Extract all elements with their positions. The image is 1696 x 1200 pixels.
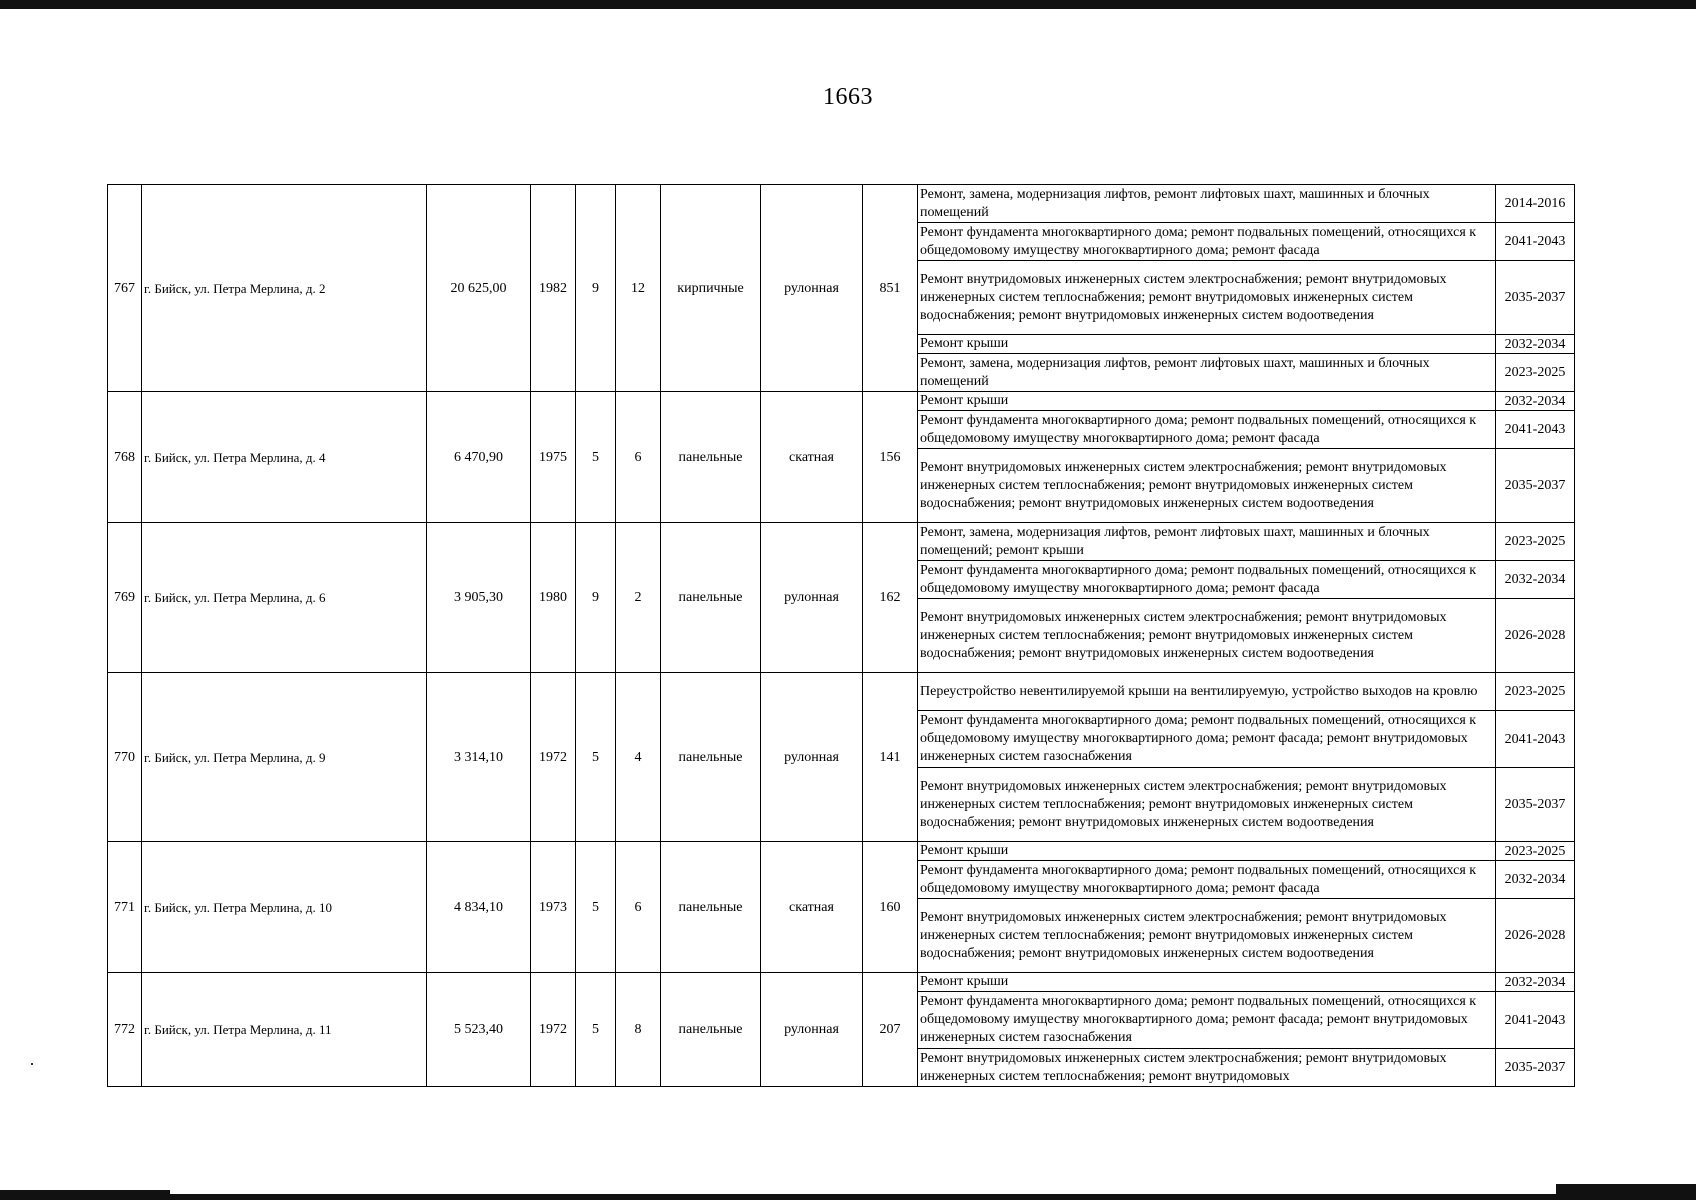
building-number: 769 <box>108 523 142 673</box>
floor-count: 5 <box>576 392 616 523</box>
entrance-count: 6 <box>616 842 661 973</box>
construction-year: 1982 <box>531 185 576 392</box>
table-row <box>108 185 1575 223</box>
repair-period: 2041-2043 <box>1496 992 1575 1049</box>
repair-period: 2014-2016 <box>1496 185 1575 223</box>
resident-count: 141 <box>863 673 918 842</box>
repair-period: 2041-2043 <box>1496 711 1575 768</box>
repair-period: 2035-2037 <box>1496 768 1575 842</box>
construction-year: 1972 <box>531 673 576 842</box>
entrance-count: 12 <box>616 185 661 392</box>
floor-count: 5 <box>576 842 616 973</box>
construction-year: 1973 <box>531 842 576 973</box>
scan-speck <box>31 1063 33 1065</box>
repair-period: 2032-2034 <box>1496 561 1575 599</box>
building-area: 3 905,30 <box>427 523 531 673</box>
table-row <box>108 523 1575 561</box>
table-body <box>108 185 1575 1087</box>
repair-period: 2035-2037 <box>1496 261 1575 335</box>
repair-period: 2026-2028 <box>1496 599 1575 673</box>
repair-work-type: Ремонт фундамента многоквартирного дома; ремонт подвальных помещений, относящихся к общедомовому имуществу многоквартирного дома; ремонт фасада <box>918 411 1496 449</box>
page-number: 1663 <box>823 84 873 110</box>
building-number: 768 <box>108 392 142 523</box>
building-number: 770 <box>108 673 142 842</box>
building-address: г. Бийск, ул. Петра Мерлина, д. 9 <box>142 673 427 842</box>
repair-period: 2023-2025 <box>1496 523 1575 561</box>
repair-work-type: Ремонт, замена, модернизация лифтов, ремонт лифтовых шахт, машинных и блочных помещений <box>918 185 1496 223</box>
repair-work-type: Ремонт крыши <box>918 973 1496 992</box>
scan-border-top <box>0 0 1696 9</box>
repair-work-type: Ремонт крыши <box>918 335 1496 354</box>
entrance-count: 2 <box>616 523 661 673</box>
resident-count: 162 <box>863 523 918 673</box>
entrance-count: 8 <box>616 973 661 1087</box>
floor-count: 9 <box>576 523 616 673</box>
building-number: 772 <box>108 973 142 1087</box>
repair-period: 2026-2028 <box>1496 899 1575 973</box>
building-address: г. Бийск, ул. Петра Мерлина, д. 11 <box>142 973 427 1087</box>
repair-work-type: Ремонт фундамента многоквартирного дома; ремонт подвальных помещений, относящихся к общедомовому имуществу многоквартирного дома; ремонт фасада <box>918 223 1496 261</box>
roof-type: скатная <box>761 842 863 973</box>
wall-material: кирпичные <box>661 185 761 392</box>
construction-year: 1980 <box>531 523 576 673</box>
repair-work-type: Ремонт внутридомовых инженерных систем электроснабжения; ремонт внутридомовых инженерных систем теплоснабжения; ремонт внутридомовых инженерных систем водоснабжения; ремонт внутридомовых инженерных систем водоотведения <box>918 261 1496 335</box>
repair-period: 2023-2025 <box>1496 354 1575 392</box>
wall-material: панельные <box>661 842 761 973</box>
repair-period: 2032-2034 <box>1496 973 1575 992</box>
entrance-count: 4 <box>616 673 661 842</box>
repair-work-type: Ремонт, замена, модернизация лифтов, ремонт лифтовых шахт, машинных и блочных помещений; ремонт крыши <box>918 523 1496 561</box>
repair-work-type: Ремонт крыши <box>918 392 1496 411</box>
floor-count: 9 <box>576 185 616 392</box>
repair-period: 2035-2037 <box>1496 449 1575 523</box>
repair-work-type: Ремонт внутридомовых инженерных систем электроснабжения; ремонт внутридомовых инженерных систем теплоснабжения; ремонт внутридомовых инженерных систем водоснабжения; ремонт внутридомовых инженерных систем водоотведения <box>918 449 1496 523</box>
repair-work-type: Ремонт фундамента многоквартирного дома; ремонт подвальных помещений, относящихся к общедомовому имуществу многоквартирного дома; ремонт фасада; ремонт внутридомовых инженерных систем газоснабжения <box>918 711 1496 768</box>
construction-year: 1975 <box>531 392 576 523</box>
building-area: 20 625,00 <box>427 185 531 392</box>
wall-material: панельные <box>661 523 761 673</box>
building-area: 5 523,40 <box>427 973 531 1087</box>
repair-work-type: Переустройство невентилируемой крыши на вентилируемую, устройство выходов на кровлю <box>918 673 1496 711</box>
repair-period: 2041-2043 <box>1496 223 1575 261</box>
floor-count: 5 <box>576 973 616 1087</box>
repair-period: 2032-2034 <box>1496 861 1575 899</box>
repair-period: 2035-2037 <box>1496 1049 1575 1087</box>
roof-type: скатная <box>761 392 863 523</box>
entrance-count: 6 <box>616 392 661 523</box>
floor-count: 5 <box>576 673 616 842</box>
repair-period: 2032-2034 <box>1496 335 1575 354</box>
building-address: г. Бийск, ул. Петра Мерлина, д. 4 <box>142 392 427 523</box>
building-address: г. Бийск, ул. Петра Мерлина, д. 6 <box>142 523 427 673</box>
wall-material: панельные <box>661 673 761 842</box>
repair-period: 2032-2034 <box>1496 392 1575 411</box>
repair-work-type: Ремонт фундамента многоквартирного дома; ремонт подвальных помещений, относящихся к общедомовому имуществу многоквартирного дома; ремонт фасада <box>918 861 1496 899</box>
building-area: 4 834,10 <box>427 842 531 973</box>
repair-period: 2041-2043 <box>1496 411 1575 449</box>
building-area: 3 314,10 <box>427 673 531 842</box>
wall-material: панельные <box>661 392 761 523</box>
resident-count: 207 <box>863 973 918 1087</box>
table-row <box>108 392 1575 411</box>
repair-work-type: Ремонт внутридомовых инженерных систем электроснабжения; ремонт внутридомовых инженерных систем теплоснабжения; ремонт внутридомовых инженерных систем водоснабжения; ремонт внутридомовых инженерных систем водоотведения <box>918 768 1496 842</box>
roof-type: рулонная <box>761 673 863 842</box>
wall-material: панельные <box>661 973 761 1087</box>
scan-border-bottom <box>0 1194 1696 1200</box>
resident-count: 160 <box>863 842 918 973</box>
repair-work-type: Ремонт, замена, модернизация лифтов, ремонт лифтовых шахт, машинных и блочных помещений <box>918 354 1496 392</box>
building-number: 767 <box>108 185 142 392</box>
table-row <box>108 973 1575 992</box>
repair-period: 2023-2025 <box>1496 842 1575 861</box>
construction-year: 1972 <box>531 973 576 1087</box>
roof-type: рулонная <box>761 523 863 673</box>
repair-period: 2023-2025 <box>1496 673 1575 711</box>
table-row <box>108 673 1575 711</box>
repair-work-type: Ремонт крыши <box>918 842 1496 861</box>
buildings-table <box>107 184 1575 1087</box>
roof-type: рулонная <box>761 973 863 1087</box>
repair-work-type: Ремонт внутридомовых инженерных систем электроснабжения; ремонт внутридомовых инженерных систем теплоснабжения; ремонт внутридомовых инженерных систем водоснабжения; ремонт внутридомовых инженерных систем водоотведения <box>918 599 1496 673</box>
building-number: 771 <box>108 842 142 973</box>
building-address: г. Бийск, ул. Петра Мерлина, д. 2 <box>142 185 427 392</box>
resident-count: 851 <box>863 185 918 392</box>
resident-count: 156 <box>863 392 918 523</box>
building-area: 6 470,90 <box>427 392 531 523</box>
repair-work-type: Ремонт фундамента многоквартирного дома; ремонт подвальных помещений, относящихся к общедомовому имуществу многоквартирного дома; ремонт фасада; ремонт внутридомовых инженерных систем газоснабжения <box>918 992 1496 1049</box>
table-row <box>108 842 1575 861</box>
repair-work-type: Ремонт внутридомовых инженерных систем электроснабжения; ремонт внутридомовых инженерных систем теплоснабжения; ремонт внутридомовых <box>918 1049 1496 1087</box>
building-address: г. Бийск, ул. Петра Мерлина, д. 10 <box>142 842 427 973</box>
repair-work-type: Ремонт фундамента многоквартирного дома; ремонт подвальных помещений, относящихся к общедомовому имуществу многоквартирного дома; ремонт фасада <box>918 561 1496 599</box>
repair-work-type: Ремонт внутридомовых инженерных систем электроснабжения; ремонт внутридомовых инженерных систем теплоснабжения; ремонт внутридомовых инженерных систем водоснабжения; ремонт внутридомовых инженерных систем водоотведения <box>918 899 1496 973</box>
roof-type: рулонная <box>761 185 863 392</box>
